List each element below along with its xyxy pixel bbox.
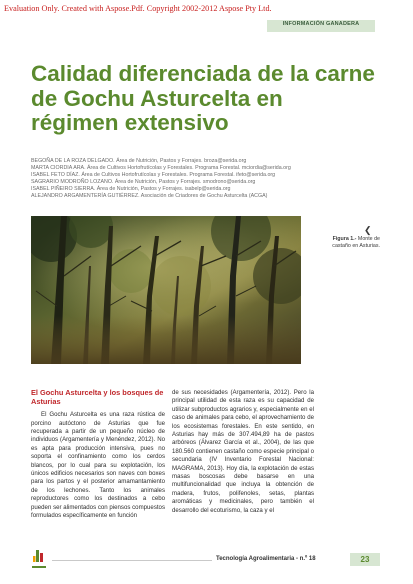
author-line: BEGOÑA DE LA ROZA DELGADO. Área de Nutrición, Pastos y Forrajes. broza@serida.org: [31, 158, 247, 164]
section-heading: El Gochu Asturcelta y los bosques de Asturias: [31, 388, 164, 406]
author-line: SAGRARIO MODROÑO LOZANO. Área de Nutrición, Pastos y Forrajes. smodrono@serida.org: [31, 179, 256, 185]
author-line: ISABEL PIÑEIRO SIERRA. Área de Nutrición, Pastos y Forrajes. isabelp@serida.org: [31, 186, 231, 192]
author-line: ALEJANDRO ARGAMENTERÍA GUTIÉRREZ. Asociación de Criadores de Gochu Asturcelta (ACGA): [31, 193, 268, 199]
watermark: Evaluation Only. Created with Aspose.Pdf. Copyright 2002-2012 Aspose Pty Ltd.: [4, 4, 272, 13]
chestnut-forest-photo: [31, 216, 301, 364]
author-line: ISABEL FETO DÍAZ. Área de Cultivos Hortofrutícolas y Forestales. Programa Forestal. ifeto@serida.org: [31, 172, 276, 178]
article-column-right: [172, 389, 314, 515]
author-list: [31, 158, 351, 200]
page-number: 23: [360, 555, 370, 564]
figure-caption-text: Monte de castaño en Asturias.: [332, 236, 380, 249]
figure-caption: [314, 236, 380, 250]
body-paragraph: de sus necesidades (Argamentería, 2012). Pero la principal utilidad de esta raza es su capacidad de utilizar subproductos agrarios y, especialmente en el caso de animales para cebo, el aprovechamiento de los ecosistemas forestales. En este sentido, en Asturias hay más de 307.494,89 ha de pastos arbóreos (Álvarez García et al., 2004), de las que 180.560 contienen castaño como especie principal o secundaria (IV Inventario Forestal Nacional: MAGRAMA, 2013). Hoy día, la explotación de estas masas boscosas debe basarse en una multifuncionalidad que incluya la obtención de madera, frutos, polifenoles, setas, plantas aromáticas y medicinales, pero también el desarrollo del ecoturismo, la caza y el: [172, 389, 314, 514]
serida-logo: [31, 548, 47, 572]
arrow-left-icon: ❮: [364, 225, 372, 235]
journal-name: Tecnología Agroalimentaria - n.º 18: [216, 556, 316, 562]
footer-divider: [52, 560, 212, 561]
section-label: INFORMACIÓN GANADERA: [282, 21, 360, 27]
figure-label: Figura 1.-: [332, 236, 357, 242]
article-title: Calidad diferenciada de la carne de Gochu Asturcelta en régimen extensivo: [31, 61, 375, 135]
body-paragraph: El Gochu Asturcelta es una raza rústica de porcino autóctono de Asturias que fue recuperada a partir de un pequeño núcleo de individuos (Argamentería y Menéndez, 2012). No es apta para producción intensiva, pues no soporta el confinamiento como los cerdos blancos, por lo cual para su explotación, los únicos edificios necesarios son naves con boxes para los partos y el posterior amamantamiento de los lechones. Tanto los animales reproductores como los destinados a cebo pueden ser alimentados con piensos compuestos formulados específicamente en función: [31, 411, 165, 520]
article-column-left: [31, 389, 165, 520]
author-line: MARTA CIORDIA ARA. Área de Cultivos Hortofrutícolas y Forestales. Programa Forestal. mciordia@serida.org: [31, 165, 291, 171]
